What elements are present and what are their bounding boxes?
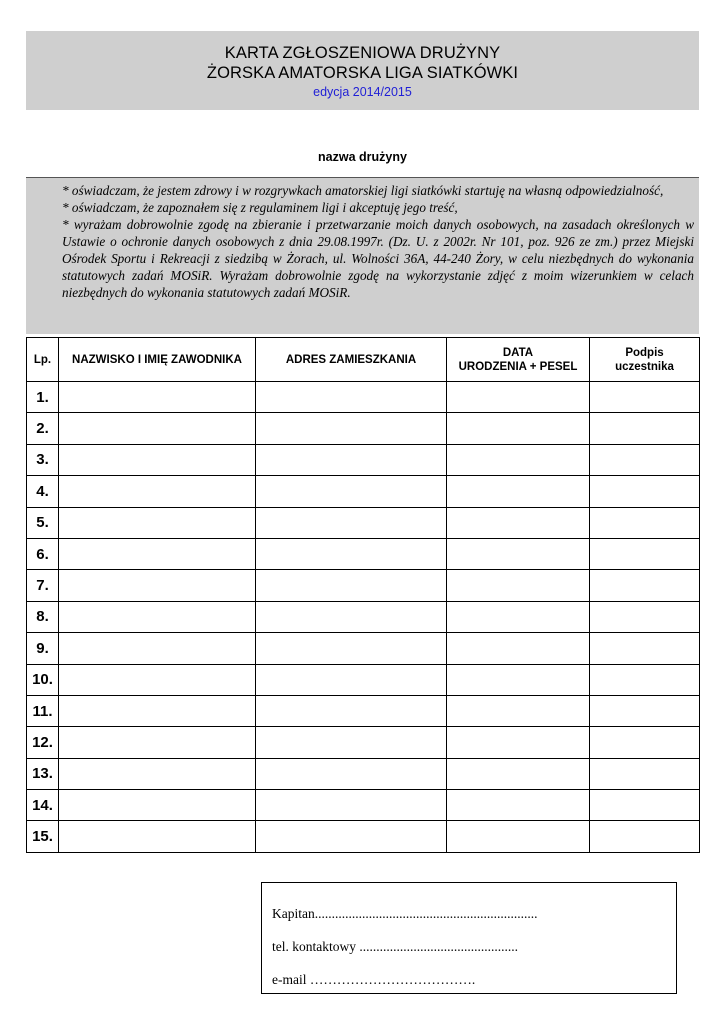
dob-pesel-cell[interactable] <box>447 821 590 852</box>
declarations-text <box>62 182 694 301</box>
row-number: 5. <box>27 507 59 538</box>
address-cell[interactable] <box>256 695 447 726</box>
signature-cell[interactable] <box>590 601 700 632</box>
row-number: 4. <box>27 476 59 507</box>
dob-pesel-cell[interactable] <box>447 695 590 726</box>
row-number: 8. <box>27 601 59 632</box>
signature-cell[interactable] <box>590 695 700 726</box>
players-table <box>26 337 700 853</box>
header-lp: Lp. <box>27 338 59 382</box>
table-row <box>27 664 700 695</box>
header-dob-line2: URODZENIA + PESEL <box>458 360 578 373</box>
captain-field[interactable]: Kapitan.................................................................. <box>272 906 538 921</box>
dob-pesel-cell[interactable] <box>447 570 590 601</box>
name-cell[interactable] <box>59 664 256 695</box>
phone-field[interactable]: tel. kontaktowy ............................................... <box>272 939 518 954</box>
signature-cell[interactable] <box>590 664 700 695</box>
row-number: 11. <box>27 695 59 726</box>
table-row <box>27 570 700 601</box>
table-row <box>27 444 700 475</box>
signature-cell[interactable] <box>590 382 700 413</box>
table-row <box>27 633 700 664</box>
table-row <box>27 727 700 758</box>
table-row <box>27 507 700 538</box>
signature-cell[interactable] <box>590 444 700 475</box>
table-row <box>27 790 700 821</box>
address-cell[interactable] <box>256 727 447 758</box>
name-cell[interactable] <box>59 727 256 758</box>
address-cell[interactable] <box>256 413 447 444</box>
signature-cell[interactable] <box>590 507 700 538</box>
table-row <box>27 601 700 632</box>
signature-cell[interactable] <box>590 758 700 789</box>
title-line-1: KARTA ZGŁOSZENIOWA DRUŻYNY <box>224 44 501 62</box>
row-number: 15. <box>27 821 59 852</box>
name-cell[interactable] <box>59 601 256 632</box>
edition-label: edycja 2014/2015 <box>313 85 412 99</box>
address-cell[interactable] <box>256 758 447 789</box>
address-cell[interactable] <box>256 507 447 538</box>
name-cell[interactable] <box>59 444 256 475</box>
declaration-health: * oświadczam, że jestem zdrowy i w rozgrywkach amatorskiej ligi siatkówki startuję na własną odpowiedzialność, <box>62 183 664 198</box>
signature-cell[interactable] <box>590 538 700 569</box>
name-cell[interactable] <box>59 758 256 789</box>
dob-pesel-cell[interactable] <box>447 444 590 475</box>
address-cell[interactable] <box>256 538 447 569</box>
row-number: 13. <box>27 758 59 789</box>
name-cell[interactable] <box>59 633 256 664</box>
address-cell[interactable] <box>256 601 447 632</box>
name-cell[interactable] <box>59 821 256 852</box>
header-signature-line1: Podpis <box>625 346 664 359</box>
name-cell[interactable] <box>59 507 256 538</box>
dob-pesel-cell[interactable] <box>447 507 590 538</box>
dob-pesel-cell[interactable] <box>447 476 590 507</box>
signature-cell[interactable] <box>590 570 700 601</box>
table-row <box>27 695 700 726</box>
table-row <box>27 538 700 569</box>
name-cell[interactable] <box>59 382 256 413</box>
address-cell[interactable] <box>256 633 447 664</box>
name-cell[interactable] <box>59 538 256 569</box>
header-name: NAZWISKO I IMIĘ ZAWODNIKA <box>59 338 256 382</box>
name-cell[interactable] <box>59 570 256 601</box>
table-header-row <box>27 338 700 382</box>
signature-cell[interactable] <box>590 476 700 507</box>
table-row <box>27 758 700 789</box>
row-number: 3. <box>27 444 59 475</box>
header-signature-line2: uczestnika <box>615 360 674 373</box>
signature-cell[interactable] <box>590 821 700 852</box>
header-dob <box>447 338 590 382</box>
row-number: 9. <box>27 633 59 664</box>
row-number: 10. <box>27 664 59 695</box>
name-cell[interactable] <box>59 695 256 726</box>
row-number: 14. <box>27 790 59 821</box>
row-number: 6. <box>27 538 59 569</box>
declaration-consent: * wyrażam dobrowolnie zgodę na zbieranie i przetwarzanie moich danych osobowych, na zasadach określonych w Ustawie o ochronie danych osobowych z dnia 29.08.1997r. (Dz. U. z 2002r. Nr 101, poz. 926 ze zm.) przez Miejski Ośrodek Sportu i Rekreacji z siedzibą w Żorach, ul. Wolności 36A, 44-240 Żory, w celu niezbędnych do wykonania statutowych zadań MOSiR. Wyrażam dobrowolnie zgodę na wykorzystanie zdjęć z moim wizerunkiem w celach niezbędnych do wykonania statutowych zadań MOSiR. <box>62 217 694 300</box>
dob-pesel-cell[interactable] <box>447 790 590 821</box>
team-name-label: nazwa drużyny <box>318 150 407 164</box>
table-row <box>27 382 700 413</box>
address-cell[interactable] <box>256 382 447 413</box>
row-number: 7. <box>27 570 59 601</box>
dob-pesel-cell[interactable] <box>447 664 590 695</box>
contact-box <box>261 882 677 994</box>
signature-cell[interactable] <box>590 790 700 821</box>
header-address: ADRES ZAMIESZKANIA <box>256 338 447 382</box>
name-cell[interactable] <box>59 476 256 507</box>
signature-cell[interactable] <box>590 413 700 444</box>
row-number: 2. <box>27 413 59 444</box>
address-cell[interactable] <box>256 790 447 821</box>
dob-pesel-cell[interactable] <box>447 413 590 444</box>
title-line-2: ŻORSKA AMATORSKA LIGA SIATKÓWKI <box>206 64 519 82</box>
dob-pesel-cell[interactable] <box>447 538 590 569</box>
header-signature <box>590 338 700 382</box>
header-dob-line1: DATA <box>502 346 534 359</box>
name-cell[interactable] <box>59 790 256 821</box>
declaration-rules: * oświadczam, że zapoznałem się z regulaminem ligi i akceptuję jego treść, <box>62 200 458 215</box>
signature-cell[interactable] <box>590 633 700 664</box>
table-row <box>27 413 700 444</box>
declarations-box <box>26 177 699 334</box>
dob-pesel-cell[interactable] <box>447 382 590 413</box>
address-cell[interactable] <box>256 476 447 507</box>
table-row <box>27 821 700 852</box>
email-field[interactable]: e-mail ………………………………. <box>272 972 476 987</box>
signature-cell[interactable] <box>590 727 700 758</box>
dob-pesel-cell[interactable] <box>447 758 590 789</box>
table-row <box>27 476 700 507</box>
row-number: 12. <box>27 727 59 758</box>
address-cell[interactable] <box>256 664 447 695</box>
dob-pesel-cell[interactable] <box>447 601 590 632</box>
address-cell[interactable] <box>256 821 447 852</box>
dob-pesel-cell[interactable] <box>447 727 590 758</box>
address-cell[interactable] <box>256 570 447 601</box>
header-box <box>26 31 699 110</box>
address-cell[interactable] <box>256 444 447 475</box>
name-cell[interactable] <box>59 413 256 444</box>
dob-pesel-cell[interactable] <box>447 633 590 664</box>
row-number: 1. <box>27 382 59 413</box>
